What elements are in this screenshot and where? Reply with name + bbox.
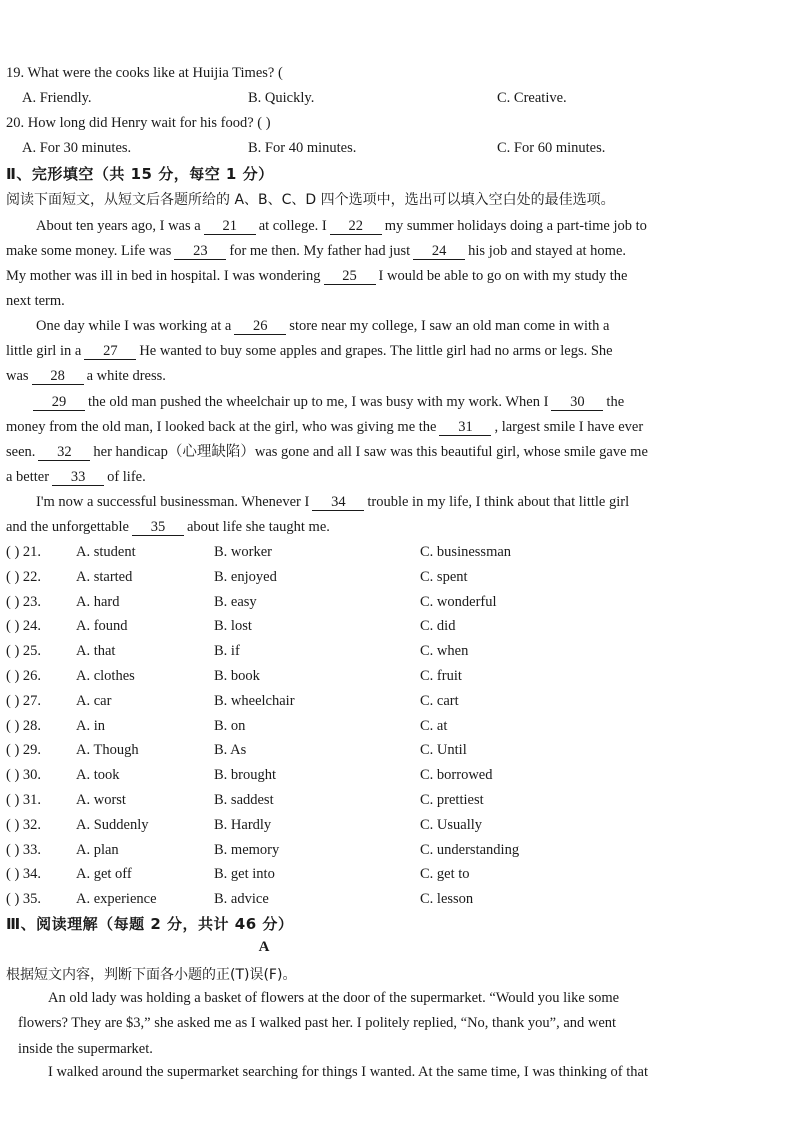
section-2-instruction: 阅读下面短文，从短文后各题所给的 A、B、C、D 四个选项中，选出可以填入空白处的最佳选项。: [6, 192, 615, 208]
passage-line: My mother was ill in bed in hospital. I was wondering 25 I would be able to go on with my study the: [6, 268, 628, 284]
option-a: A. car: [76, 692, 112, 709]
passage-line: a better 33 of life.: [6, 469, 146, 485]
option-a: A. Though: [76, 742, 139, 759]
question-number: ( ) 30.: [6, 767, 42, 784]
option-a: A. get off: [76, 866, 132, 883]
question-20-option-b: B. For 40 minutes.: [248, 140, 357, 156]
option-b: B. Hardly: [214, 816, 272, 833]
option-c: C. did: [420, 618, 456, 635]
question-number: ( ) 31.: [6, 792, 42, 808]
option-b: B. saddest: [214, 792, 274, 808]
passage-line: About ten years ago, I was a 21 at college. I 22 my summer holidays doing a part-time job to: [36, 218, 647, 234]
blank-33: 33: [52, 469, 104, 486]
question-number: ( ) 25.: [6, 643, 42, 660]
question-number: ( ) 35.: [6, 891, 42, 908]
question-number: ( ) 24.: [6, 618, 42, 635]
option-c: C. understanding: [420, 841, 520, 858]
option-b: B. on: [214, 717, 246, 734]
blank-35: 35: [132, 519, 184, 536]
question-19-option-a: A. Friendly.: [22, 90, 92, 106]
passage-line: 29 the old man pushed the wheelchair up to me, I was busy with my work. When I 30 the: [30, 393, 624, 411]
reading-a-line-2: flowers? They are $3,” she asked me as I walked past her. I politely replied, “No, thank you”, and went: [18, 1015, 617, 1031]
question-20-option-c: C. For 60 minutes.: [497, 140, 606, 156]
question-20-stem: 20. How long did Henry wait for his food? ( ): [6, 115, 271, 131]
reading-a-line-4: I walked around the supermarket searching for things I wanted. At the same time, I was thinking of that: [48, 1064, 648, 1080]
option-a: A. that: [76, 643, 116, 660]
option-a: A. student: [76, 544, 136, 560]
question-number: ( ) 23.: [6, 593, 42, 610]
question-number: ( ) 33.: [6, 841, 42, 858]
passage-line: One day while I was working at a 26 store near my college, I saw an old man come in with a: [36, 318, 610, 334]
passage-line: I'm now a successful businessman. Whenever I 34 trouble in my life, I think about that little girl: [36, 494, 630, 510]
blank-25: 25: [324, 268, 376, 285]
blank-34: 34: [312, 494, 364, 511]
option-a: A. hard: [76, 593, 120, 610]
passage-line: seen. 32 her handicap（心理缺陷）was gone and all I saw was this beautiful girl, whose smile gave me: [6, 444, 648, 460]
blank-21: 21: [204, 218, 256, 235]
option-c: C. prettiest: [420, 792, 484, 808]
option-b: B. if: [214, 643, 240, 660]
question-19-option-b: B. Quickly.: [248, 90, 315, 106]
option-b: B. easy: [214, 593, 257, 610]
option-a: A. found: [76, 618, 128, 635]
option-c: C. fruit: [420, 668, 462, 684]
blank-24: 24: [413, 243, 465, 260]
option-a: A. Suddenly: [76, 816, 149, 833]
option-a: A. plan: [76, 841, 119, 858]
blank-32: 32: [38, 444, 90, 461]
option-b: B. advice: [214, 891, 269, 908]
option-b: B. get into: [214, 866, 275, 883]
option-c: C. get to: [420, 866, 470, 883]
blank-28: 28: [32, 368, 84, 385]
option-c: C. at: [420, 717, 448, 734]
question-number: ( ) 26.: [6, 668, 42, 684]
option-a: A. started: [76, 568, 133, 585]
option-a: A. took: [76, 767, 120, 784]
passage-line: make some money. Life was 23 for me then. My father had just 24 his job and stayed at home.: [6, 243, 627, 259]
option-c: C. when: [420, 643, 469, 660]
question-number: ( ) 21.: [6, 544, 42, 560]
passage-line: little girl in a 27 He wanted to buy some apples and grapes. The little girl had no arms or legs. She: [6, 343, 613, 359]
blank-27: 27: [84, 343, 136, 360]
passage-line: next term.: [6, 293, 65, 309]
section-3-instruction: 根据短文内容，判断下面各小题的正(T)误(F)。: [6, 967, 297, 983]
blank-26: 26: [234, 318, 286, 335]
option-c: C. lesson: [420, 891, 474, 908]
question-19-option-c: C. Creative.: [497, 90, 567, 106]
blank-29: 29: [33, 394, 85, 411]
option-c: C. wonderful: [420, 593, 497, 610]
question-number: ( ) 28.: [6, 717, 42, 734]
option-b: B. brought: [214, 767, 277, 784]
option-c: C. Usually: [420, 816, 483, 833]
passage-line: and the unforgettable 35 about life she taught me.: [6, 519, 330, 535]
option-c: C. borrowed: [420, 767, 493, 784]
option-c: C. Until: [420, 742, 467, 759]
question-number: ( ) 22.: [6, 568, 42, 585]
option-b: B. memory: [214, 841, 280, 858]
question-number: ( ) 29.: [6, 742, 42, 759]
passage-line: was 28 a white dress.: [6, 368, 166, 384]
option-b: B. lost: [214, 618, 252, 635]
question-19-stem: 19. What were the cooks like at Huijia Times? (: [6, 65, 283, 81]
reading-a-line-3: inside the supermarket.: [18, 1041, 153, 1057]
section-3-heading: Ⅲ、阅读理解（每题 2 分，共计 46 分）: [6, 915, 294, 933]
option-a: A. clothes: [76, 668, 135, 684]
passage-line: money from the old man, I looked back at the girl, who was giving me the 31 , largest smile I have ever: [6, 419, 644, 435]
option-b: B. book: [214, 668, 260, 684]
option-a: A. experience: [76, 891, 157, 908]
question-20-option-a: A. For 30 minutes.: [22, 140, 132, 156]
question-number: ( ) 32.: [6, 816, 42, 833]
option-a: A. worst: [76, 792, 126, 808]
option-b: B. worker: [214, 544, 272, 560]
blank-22: 22: [330, 218, 382, 235]
option-c: C. cart: [420, 692, 459, 709]
passage-a-label: A: [258, 939, 270, 955]
question-number: ( ) 34.: [6, 866, 42, 883]
option-c: C. spent: [420, 568, 468, 585]
option-b: B. As: [214, 742, 247, 759]
option-c: C. businessman: [420, 544, 512, 560]
blank-23: 23: [174, 243, 226, 260]
section-2-heading: Ⅱ、完形填空（共 15 分，每空 1 分）: [6, 165, 274, 183]
option-a: A. in: [76, 717, 105, 734]
option-b: B. enjoyed: [214, 568, 277, 585]
reading-a-line-1: An old lady was holding a basket of flowers at the door of the supermarket. “Would you like some: [48, 990, 620, 1006]
question-number: ( ) 27.: [6, 692, 42, 709]
blank-30: 30: [551, 394, 603, 411]
option-b: B. wheelchair: [214, 692, 295, 709]
blank-31: 31: [439, 419, 491, 436]
